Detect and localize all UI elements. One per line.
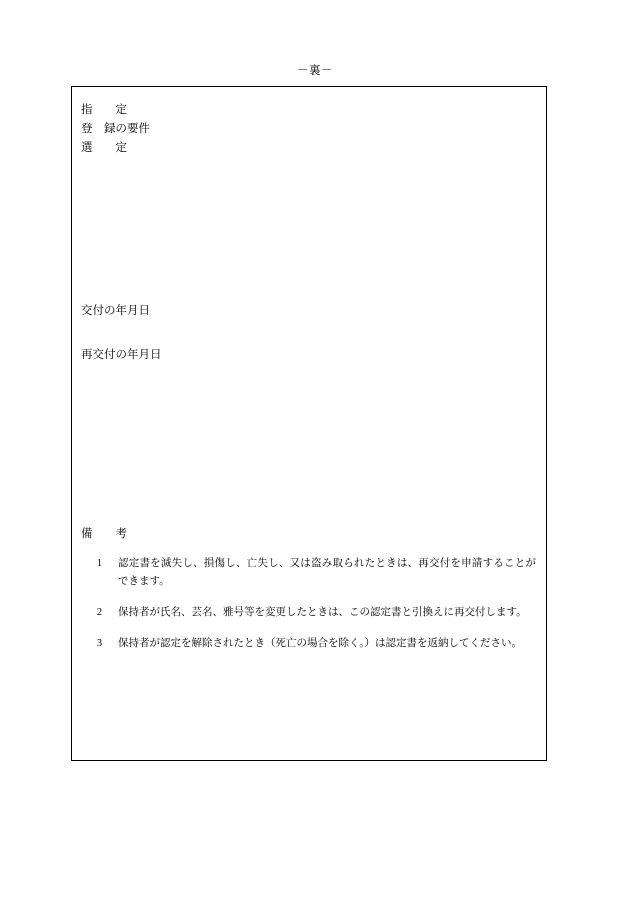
criteria-label-line-3: 選 定 [81,142,127,154]
certificate-back-form [71,86,547,761]
note-number: 1 [96,558,103,569]
note-text: 保持者が氏名、芸名、雅号等を変更したときは、この認定書と引換えに再交付します。 [118,607,527,618]
notes-list [81,555,536,666]
note-text: 保持者が認定を解除されたとき（死亡の場合を除く。）は認定書を返納してください。 [118,638,523,649]
criteria-label-group [81,101,150,158]
issue-date-label: 交付の年月日 [81,305,150,317]
note-number: 2 [96,607,103,618]
reissue-date-label: 再交付の年月日 [81,349,162,361]
criteria-label-line-2: 登 録の要件 [81,123,150,135]
list-item [81,604,536,622]
note-text: 認定書を滅失し、損傷し、亡失し、又は盗み取られたときは、再交付を申請することができます。 [118,558,536,587]
note-number: 3 [96,638,103,649]
list-item [81,635,536,653]
list-item [81,555,536,591]
page-side-label: －裏－ [297,65,333,77]
notes-title: 備 考 [81,528,127,540]
criteria-label-line-1: 指 定 [81,104,127,116]
